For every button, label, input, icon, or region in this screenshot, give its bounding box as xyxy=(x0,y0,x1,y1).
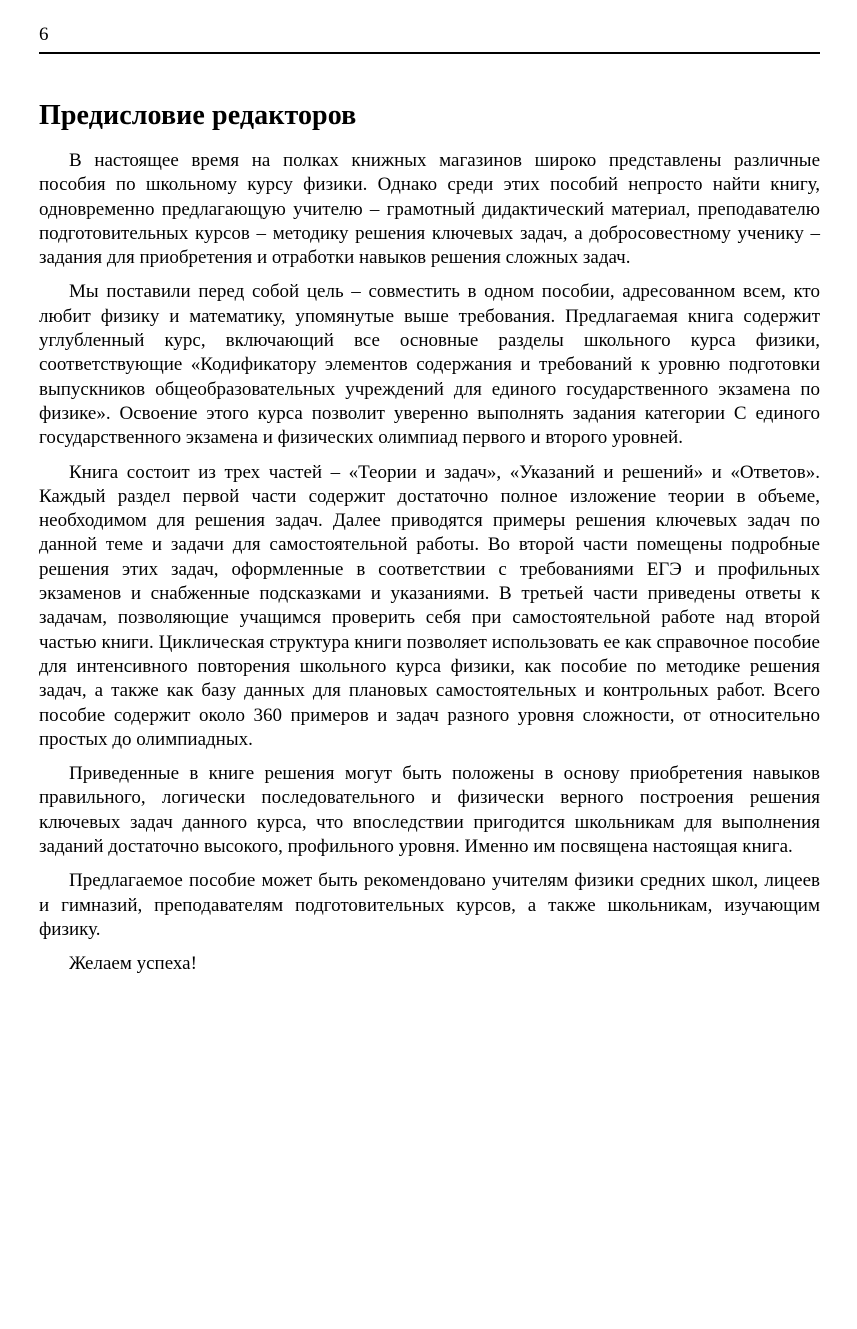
chapter-body xyxy=(39,149,820,977)
page-number: 6 xyxy=(39,24,49,45)
paragraph-structure: Книга состоит из трех частей – «Теории и задач», «Указаний и решений» и «Ответов». Каждый раздел первой части содержит достаточно полное изложение теории в объеме, необходимом для решения задач. Далее приводятся примеры решения ключевых задач по данной теме и задачи для самостоятельной работы. Во второй части помещены подробные решения этих задач, оформленные в соответствии с требованиями ЕГЭ и профильных экзаменов и снабженные подсказками и указаниями. В третьей части приведены ответы к задачам, позволяющие учащимся проверить себя при самостоятельной работе над второй частью книги. Циклическая структура книги позволяет использовать ее как справочное пособие для интенсивного повторения школьного курса физики, как пособие по методике решения задач, а также как базу данных для плановых самостоятельных и контрольных работ. Всего пособие содержит около 360 примеров и задач разного уровня сложности, от относительно простых до олимпиадных. xyxy=(39,461,820,750)
paragraph-intro: В настоящее время на полках книжных магазинов широко представлены различные пособия по школьному курсу физики. Однако среди этих пособий непросто найти книгу, одновременно предлагающую учителю – грамотный дидактический материал, преподавателю подготовительных курсов – методику решения ключевых задач, а добросовестному ученику – задания для приобретения и отработки навыков решения сложных задач. xyxy=(39,150,820,269)
paragraph-audience: Предлагаемое пособие может быть рекомендовано учителям физики средних школ, лицеев и гимназий, преподавателям подготовительных курсов, а также школьникам, изучающим физику. xyxy=(39,870,820,940)
running-header xyxy=(39,0,820,54)
paragraph-closing: Желаем успеха! xyxy=(69,953,197,975)
chapter-title: Предисловие редакторов xyxy=(39,100,357,131)
book-page xyxy=(39,0,820,987)
paragraph-goal: Мы поставили перед собой цель – совместить в одном пособии, адресованном всем, кто любит физику и математику, упомянутые выше требования. Предлагаемая книга содержит углубленный курс, включающий все основные разделы школьного курса физики, соответствующие «Кодификатору элементов содержания и требований к уровню подготовки выпускников общеобразовательных учреждений для единого государственного экзамена по физике». Освоение этого курса позволит уверенно выполнять задания категории С единого государственного экзамена и физических олимпиад первого и второго уровней. xyxy=(39,281,820,449)
paragraph-solutions: Приведенные в книге решения могут быть положены в основу приобретения навыков правильного, логически последовательного и физически верного построения решения ключевых задач данного курса, что впоследствии пригодится школьникам для выполнения заданий достаточно высокого, профильного уровня. Именно им посвящена настоящая книга. xyxy=(39,763,820,858)
